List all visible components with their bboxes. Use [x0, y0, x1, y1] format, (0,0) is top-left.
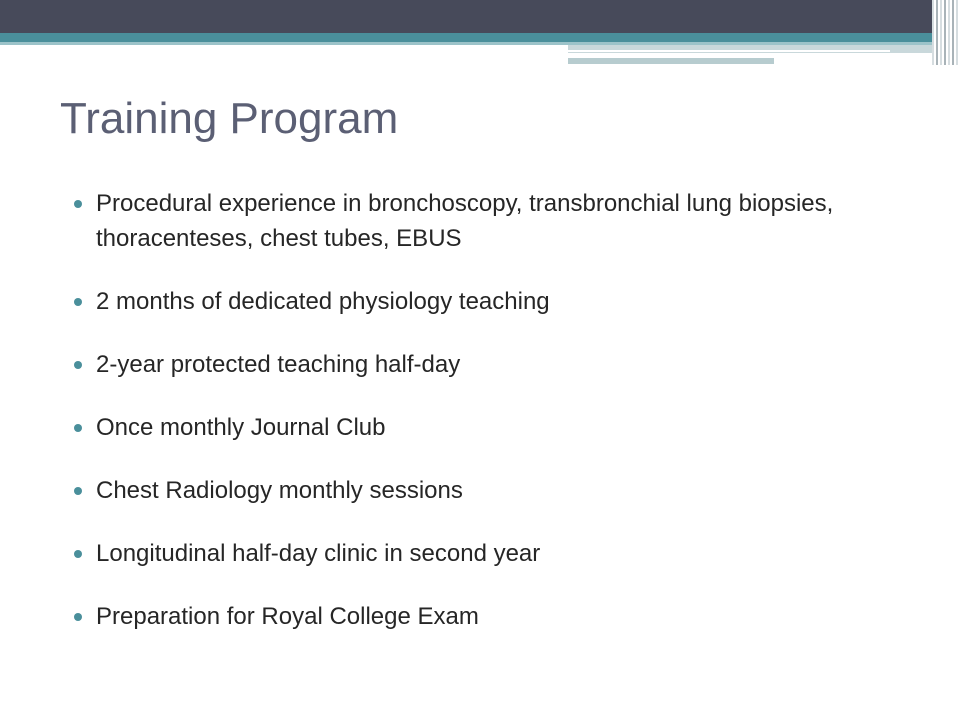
slide-title: Training Program	[60, 94, 399, 143]
bullet-text: Chest Radiology monthly sessions	[96, 477, 463, 504]
bullet-dot-icon	[74, 424, 82, 432]
bullet-item	[78, 599, 898, 634]
bullet-text: 2 months of dedicated physiology teaching	[96, 288, 550, 315]
bullet-item	[78, 410, 898, 445]
bullet-dot-icon	[74, 550, 82, 558]
bullet-item	[78, 536, 898, 571]
bullet-dot-icon	[74, 487, 82, 495]
bullet-dot-icon	[74, 298, 82, 306]
bullet-list	[78, 186, 898, 662]
bullet-text: 2-year protected teaching half-day	[96, 351, 461, 378]
bullet-dot-icon	[74, 200, 82, 208]
header-band-line	[568, 50, 890, 52]
bullet-dot-icon	[74, 613, 82, 621]
header-band-dark	[0, 0, 960, 33]
bullet-item	[78, 473, 898, 508]
bullet-dot-icon	[74, 361, 82, 369]
header-band-step-lower	[568, 58, 774, 64]
bullet-text: Procedural experience in bronchoscopy, transbronchial lung biopsies, thoracenteses, chest tubes, EBUS	[96, 190, 834, 252]
bullet-text: Once monthly Journal Club	[96, 414, 386, 441]
bullet-item	[78, 347, 898, 382]
header-band-teal	[0, 33, 935, 42]
bullet-text: Longitudinal half-day clinic in second year	[96, 540, 541, 567]
bullet-item	[78, 284, 898, 319]
bullet-item	[78, 186, 898, 256]
header-stripes	[932, 0, 960, 65]
bullet-text: Preparation for Royal College Exam	[96, 603, 479, 630]
